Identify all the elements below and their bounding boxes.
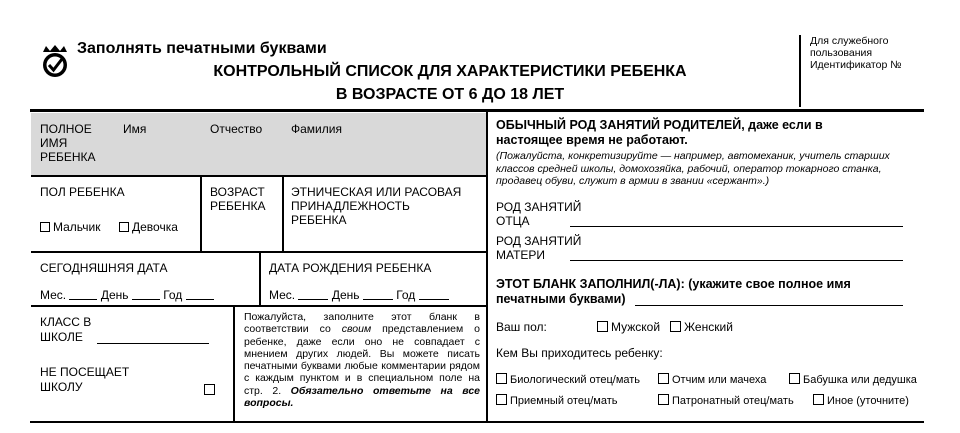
relation-option[interactable]: Бабушка или дедушка [789,373,917,386]
cell-divider [233,306,235,422]
checkbox[interactable] [119,222,129,232]
checkbox[interactable] [658,394,669,405]
last-name-field[interactable]: Фамилия [291,122,342,136]
checkbox[interactable] [496,394,507,405]
cell-divider [259,252,261,306]
father-occupation-label: РОД ЗАНЯТИЙ ОТЦА [496,200,582,228]
middle-name-field[interactable]: Отчество [210,122,263,136]
sex-girl-option[interactable]: Девочка [119,220,178,234]
cell-divider [200,176,202,252]
office-use-line: пользования [810,47,873,59]
relation-option[interactable]: Биологический отец/мать [496,373,640,386]
checkmark-logo-icon [40,44,70,78]
today-date-field[interactable]: Мес. День Год [40,287,214,302]
checkbox[interactable] [597,321,608,332]
respondent-title: ЭТОТ БЛАНК ЗАПОЛНИЛ(-ЛА): (укажите свое полное имя печатными буквами) [496,277,851,306]
occupation-note: (Пожалуйста, конкретизируйте — например, автомеханик, учитель старших классов средней школы, домохозяйка, рабочий, оператор токарного станка, продавец обуви, служит в армии в звании «сержант».) [496,150,890,187]
checkbox[interactable] [496,373,507,384]
mother-occupation-input[interactable] [570,260,903,261]
checkbox[interactable] [813,394,824,405]
checkbox[interactable] [40,222,50,232]
month-line[interactable] [298,287,328,300]
office-use-line: Для служебного [810,35,889,47]
respondent-male-option[interactable]: Мужской [597,320,660,334]
respondent-name-input[interactable] [635,305,903,306]
column-divider [486,110,488,422]
mother-occupation-label: РОД ЗАНЯТИЙ МАТЕРИ [496,234,582,262]
form-top-rule [30,109,924,112]
row-divider [31,175,487,177]
grade-label: КЛАСС В ШКОЛЕ [40,315,92,344]
year-line[interactable] [186,287,214,300]
checkbox[interactable] [670,321,681,332]
relation-option[interactable]: Отчим или мачеха [658,373,766,386]
relation-option[interactable]: Патронатный отец/мать [658,394,794,407]
child-age-field[interactable]: ВОЗРАСТ РЕБЕНКА [210,185,266,213]
sex-boy-option[interactable]: Мальчик [40,220,100,234]
office-use-box [799,35,924,107]
form-title: КОНТРОЛЬНЫЙ СПИСОК ДЛЯ ХАРАКТЕРИСТИКИ РЕБЕНКА [213,63,687,80]
occupation-title: ОБЫЧНЫЙ РОД ЗАНЯТИЙ РОДИТЕЛЕЙ, даже если в настоящее время не работают. [496,118,823,147]
respondent-female-option[interactable]: Женский [670,320,733,334]
form-bottom-rule [30,421,924,423]
year-line[interactable] [419,287,449,300]
form-tagline: Заполнять печатными буквами [77,40,327,57]
father-occupation-input[interactable] [570,226,903,227]
first-name-field[interactable]: Имя [123,122,147,136]
form-subtitle: В ВОЗРАСТЕ ОТ 6 ДО 18 ЛЕТ [335,86,565,103]
not-attending-label: НЕ ПОСЕЩАЕТ ШКОЛУ [40,365,130,394]
grade-input-line[interactable] [97,343,209,344]
office-use-id: Идентификатор № [810,59,902,71]
full-name-label: ПОЛНОЕ ИМЯ РЕБЕНКА [40,122,96,164]
child-sex-label: ПОЛ РЕБЕНКА [40,185,125,199]
day-line[interactable] [132,287,160,300]
relation-label: Кем Вы приходитесь ребенку: [496,346,663,360]
birth-date-field[interactable]: Мес. День Год [269,287,449,302]
birth-date-label: ДАТА РОЖДЕНИЯ РЕБЕНКА [269,261,432,275]
respondent-sex-label: Ваш пол: [496,320,547,334]
cell-divider [282,176,284,252]
day-line[interactable] [363,287,393,300]
relation-option[interactable]: Приемный отец/мать [496,394,618,407]
checkbox[interactable] [658,373,669,384]
today-date-label: СЕГОДНЯШНЯЯ ДАТА [40,261,168,275]
ethnicity-field[interactable]: ЭТНИЧЕСКАЯ ИЛИ РАСОВАЯ ПРИНАДЛЕЖНОСТЬ РЕБЕНКА [291,185,462,227]
relation-option[interactable]: Иное (уточните) [813,394,909,407]
month-line[interactable] [69,287,97,300]
not-attending-checkbox[interactable] [204,384,215,395]
instructions-note: Пожалуйста, заполните этот бланк в соответствии со своим представлением о ребенке, даже если оно не совпадает с мнением других людей. Вы можете писать печатными буквами любые комментарии рядом с каждым пунктом и в специальном поле на стр. 2. Обязательно ответьте на все вопросы. [244,311,480,410]
checkbox[interactable] [789,373,800,384]
